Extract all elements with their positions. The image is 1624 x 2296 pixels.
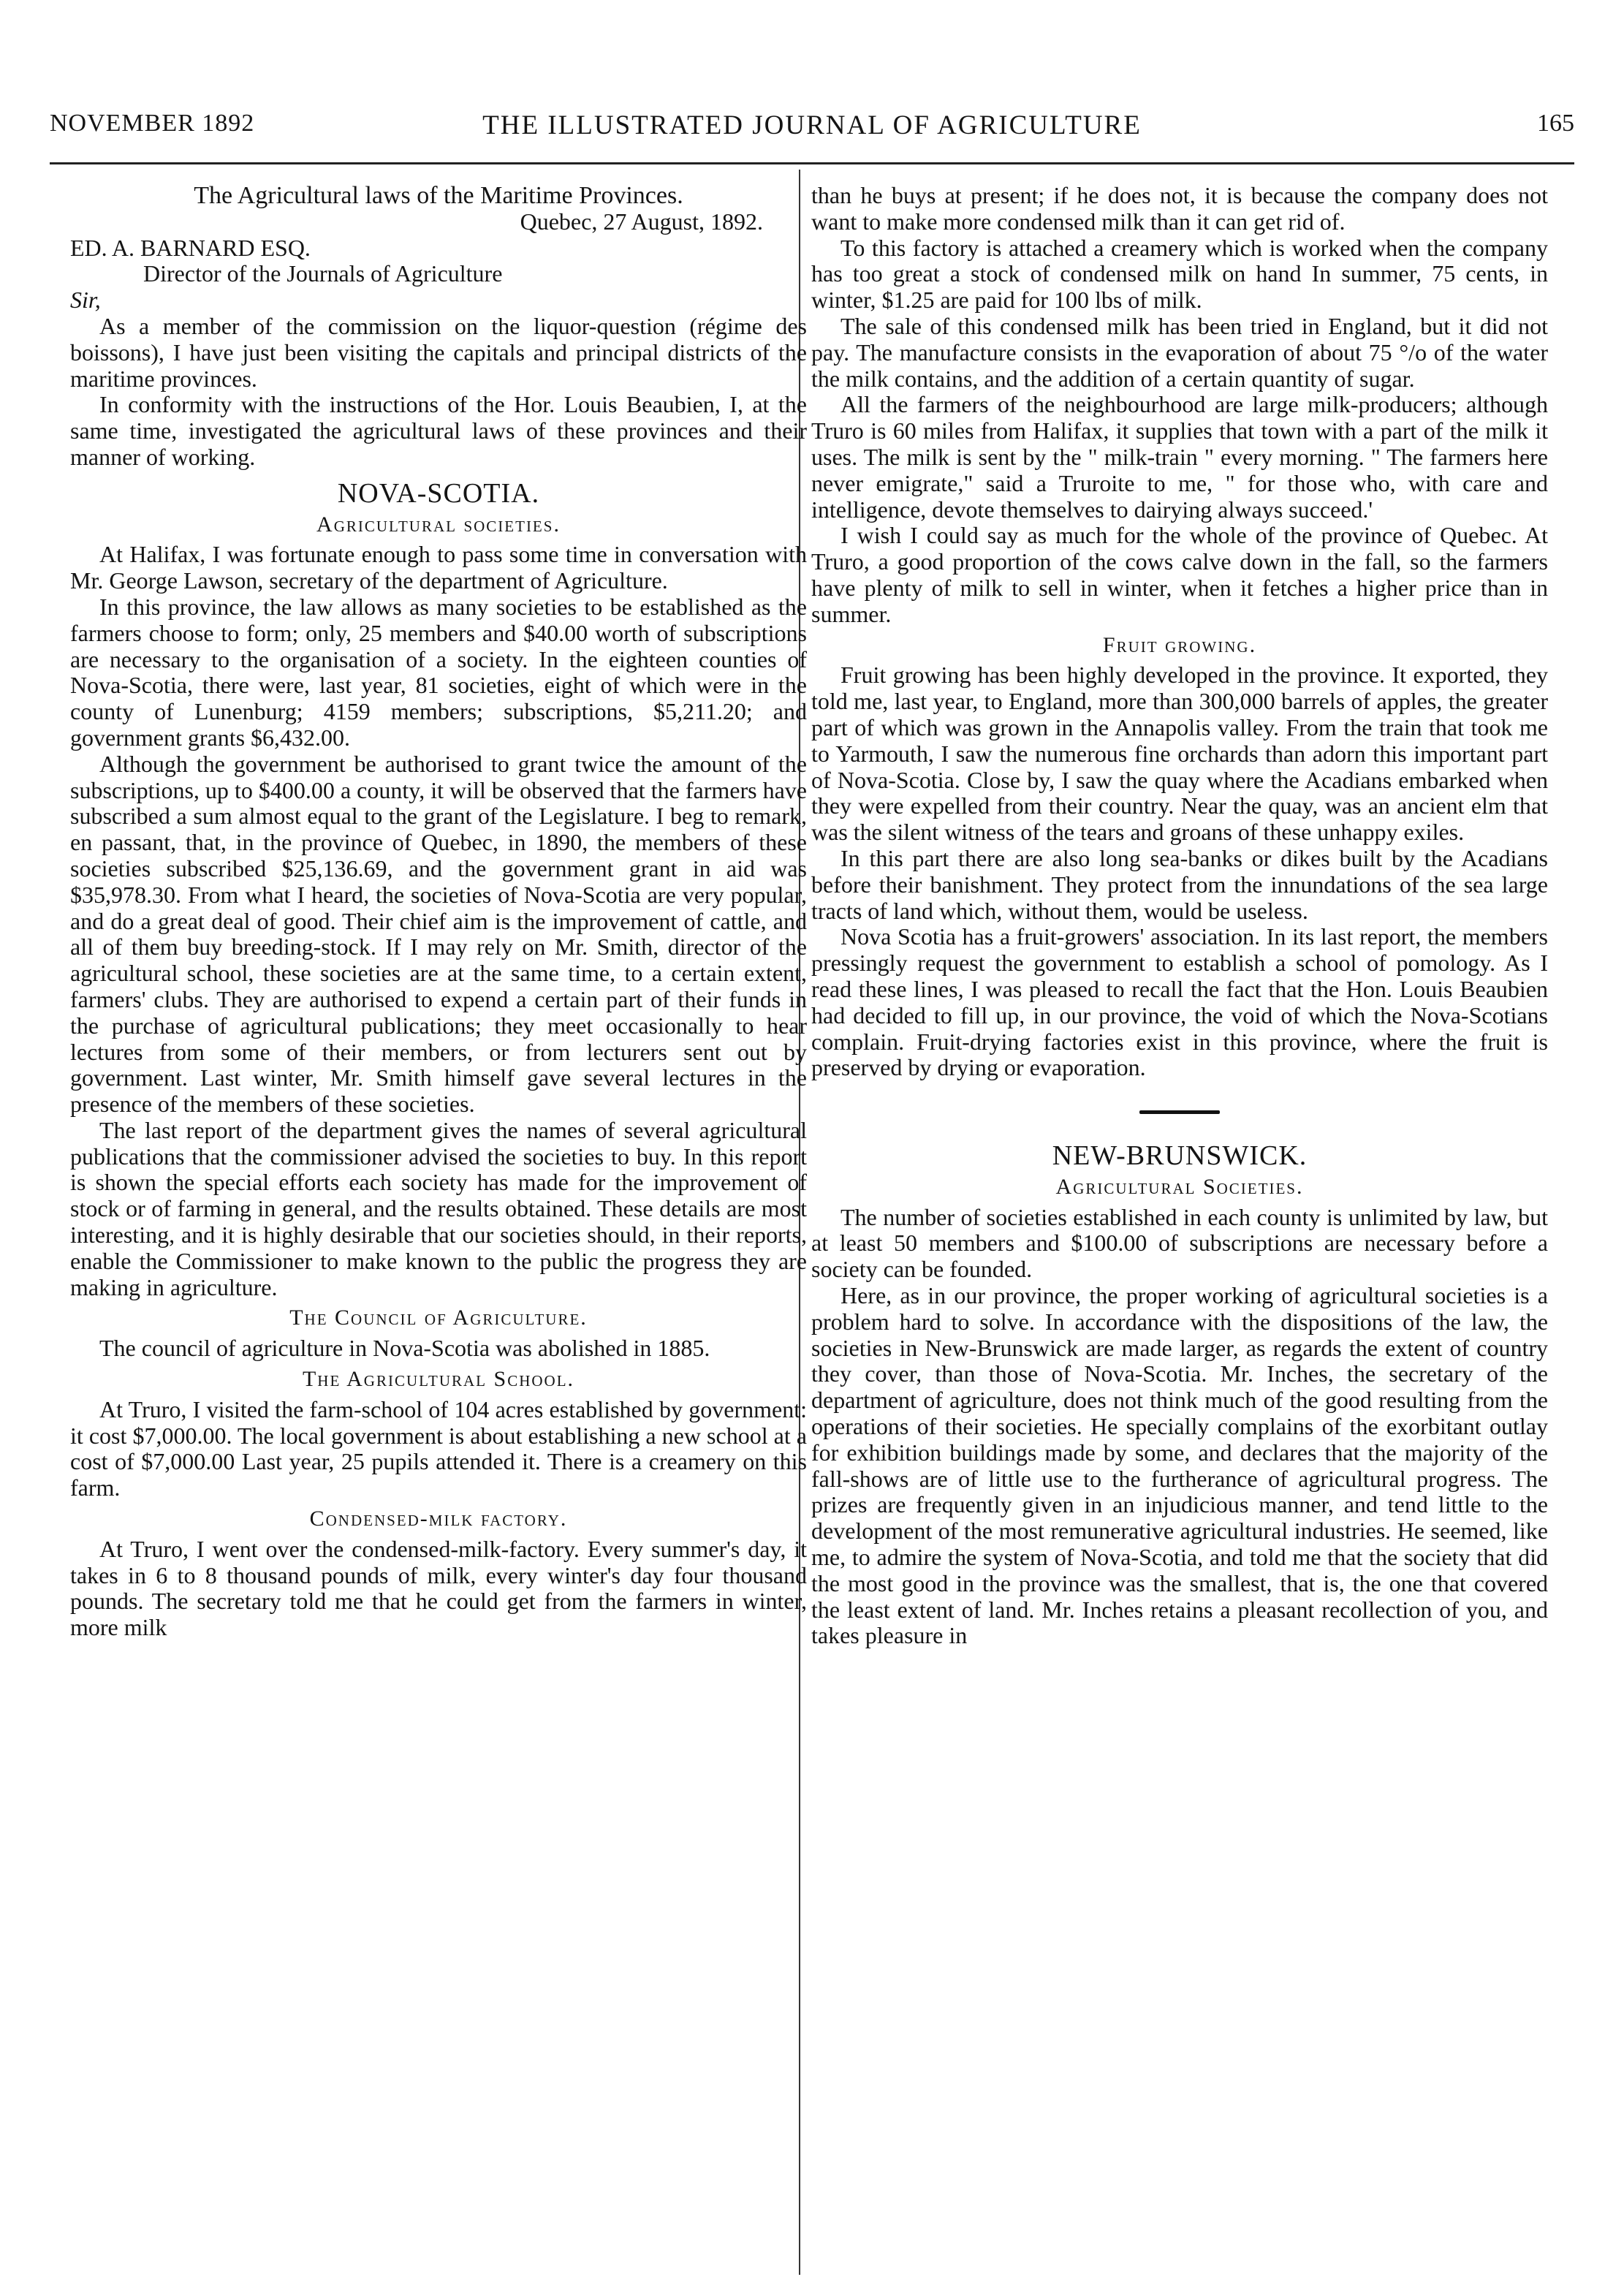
- paragraph: The council of agriculture in Nova-Scotia was abolished in 1885.: [99, 1335, 710, 1362]
- section-separator: [1139, 1110, 1220, 1114]
- section-heading-new-brunswick: NEW-BRUNSWICK.: [1052, 1140, 1308, 1172]
- addressee-role: Director of the Journals of Agriculture: [143, 260, 503, 287]
- subheading-agricultural-societies: Agricultural Societies.: [1055, 1174, 1304, 1199]
- dateline: Quebec, 27 August, 1892.: [520, 208, 763, 235]
- subheading-school: The Agricultural School.: [302, 1367, 575, 1392]
- subheading-fruit-growing: Fruit growing.: [1102, 632, 1257, 657]
- paragraph: At Truro, I visited the farm-school of 104 acres established by government: it cost $7,000.00. The local government is about establishing a new school at a cost of $7,000.00 Last year, 25 pupils attended it. There is a creamery on this farm.: [70, 1395, 807, 1501]
- paragraph: In this province, the law allows as many societies to be established as the farmers choose to form; only, 25 members and $40.00 worth of subscriptions are necessary to the organisation of a society. In the eighteen counties of Nova-Scotia, there were, last year, 81 societies, eight of which were in the county of Lunenburg; 4159 members; subscriptions, $5,211.20; and government grants $6,432.00.: [70, 593, 807, 751]
- paragraph: The number of societies established in each county is unlimited by law, but at least 50 members and $100.00 of subscriptions are necessary before a society can be founded.: [811, 1203, 1548, 1283]
- paragraph: Here, as in our province, the proper working of agricultural societies is a problem hard to solve. In accordance with the dispositions of the law, the societies in New-Brunswick are made larger, as regards the extent of country they cover, than those of Nova-Scotia. Mr. Inches, the secretary of the department of agriculture, does not think much of the good resulting from the operations of their societies. He specially complains of the exorbitant outlay for exhibition buildings made by some, and declares that the majority of the fall-shows are of little use to the furtherance of agricultural progress. The prizes are frequently given in an injudicious manner, and tend little to the development of the most remunerative agricultural industries. He seemed, like me, to admire the system of Nova-Scotia, and told me that the society that did the most good in the province was the smallest, that is, the one that covered the least extent of land. Mr. Inches retains a pleasant recollection of you, and takes pleasure in: [811, 1282, 1548, 1649]
- paragraph: The sale of this condensed milk has been tried in England, but it did not pay. The manufacture consists in the evaporation of about 75 °/o of the water the milk contains, and the addition of a certain quantity of sugar.: [811, 312, 1548, 392]
- left-column: [70, 183, 807, 1641]
- paragraph: The last report of the department gives the names of several agricultural publications that the commissioner advised the societies to buy. In this report is shown the special efforts each society has made for the improvement of stock or of farming in general, and the results obtained. These details are most interesting, and it is highly desirable that our societies should, in their reports, enable the Commissioner to make known to the public the progress they are making in agriculture.: [70, 1116, 807, 1300]
- journal-title: THE ILLUSTRATED JOURNAL OF AGRICULTURE: [482, 110, 1142, 140]
- paragraph: Fruit growing has been highly developed in the province. It exported, they told me, last year, to England, more than 300,000 barrels of apples, the greater part of which was grown in the Annapolis valley. From the train that took me to Yarmouth, I saw the numerous fine orchards than adorn this important part of Nova-Scotia. Close by, I saw the quay where the Acadians embarked when they were expelled from their country. Near the quay, was an ancient elm that was the silent witness of the tears and groans of these unhappy exiles.: [811, 662, 1548, 846]
- paragraph: As a member of the commission on the liquor-question (régime des boissons), I have just been visiting the capitals and principal districts of the maritime provinces.: [70, 312, 807, 392]
- letter-title: The Agricultural laws of the Maritime Provinces.: [194, 182, 683, 209]
- paragraph-continued: than he buys at present; if he does not, it is because the company does not want to make more condensed milk than it can get rid of.: [811, 182, 1548, 235]
- paragraph: Although the government be authorised to grant twice the amount of the subscriptions, up to $400.00 a county, it will be observed that the farmers have subscribed a sum almost equal to the grant of the Legislature. I beg to remark, en passant, that, in the province of Quebec, in 1890, the members of these societies subscribed $25,136.69, and the government grant in aid was $35,978.30. From what I heard, the societies of Nova-Scotia are very popular, and do a great deal of good. Their chief aim is the improvement of cattle, and all of them buy breeding-stock. If I may rely on Mr. Smith, director of the agricultural school, these societies are at the same time, to a certain extent, farmers' clubs. They are authorised to expend a certain part of their funds in the purchase of agricultural publications; they meet occasionally to hear lectures from some of their members, or from lecturers sent out by government. Last winter, Mr. Smith himself gave several lectures in the presence of the members of these societies.: [70, 750, 807, 1118]
- issue-date: NOVEMBER 1892: [50, 110, 255, 137]
- subheading-condensed-milk: Condensed-milk factory.: [309, 1507, 568, 1531]
- page-number: 165: [1537, 110, 1574, 137]
- section-heading-nova-scotia: NOVA-SCOTIA.: [337, 477, 540, 509]
- header-rule: [50, 162, 1574, 164]
- right-column: [811, 183, 1548, 1649]
- subheading-agricultural-societies: Agricultural societies.: [316, 512, 561, 537]
- paragraph: In this part there are also long sea-banks or dikes built by the Acadians before their banishment. They protect from the innundations of the sea large tracts of land which, without them, would be useless.: [811, 844, 1548, 924]
- paragraph: To this factory is attached a creamery which is worked when the company has too great a stock of condensed milk on hand In summer, 75 cents, in winter, $1.25 are paid for 100 lbs of milk.: [811, 234, 1548, 314]
- paragraph: All the farmers of the neighbourhood are large milk-producers; although Truro is 60 miles from Halifax, it supplies that town with a part of the milk it uses. The milk is sent by the " milk-train " every morning. " The farmers here never emigrate," said a Truroite to me, " for those who, with care and intelligence, devote themselves to dairying always succeed.': [811, 391, 1548, 523]
- paragraph: In conformity with the instructions of the Hor. Louis Beaubien, I, at the same time, investigated the agricultural laws of these provinces and their manner of working.: [70, 391, 807, 470]
- subheading-council: The Council of Agriculture.: [289, 1306, 588, 1330]
- salutation: Sir,: [70, 287, 101, 314]
- paragraph: At Halifax, I was fortunate enough to pass some time in conversation with Mr. George Lawson, secretary of the department of Agriculture.: [70, 541, 807, 594]
- page-header: [50, 110, 1574, 154]
- paragraph: I wish I could say as much for the whole of the province of Quebec. At Truro, a good proportion of the cows calve down in the fall, so the farmers have plenty of milk to sell in winter, when it fetches a higher price than in summer.: [811, 522, 1548, 627]
- addressee: ED. A. BARNARD ESQ.: [70, 234, 311, 261]
- paragraph: At Truro, I went over the condensed-milk-factory. Every summer's day, it takes in 6 to 8 thousand pounds of milk, every winter's day four thousand pounds. The secretary told me that he could get from the farmers in winter, more milk: [70, 1535, 807, 1641]
- paragraph: Nova Scotia has a fruit-growers' association. In its last report, the members pressingly request the government to establish a school of pomology. As I read these lines, I was pleased to recall the fact that the Hon. Louis Beaubien had decided to fill up, in our province, the void of which the Nova-Scotians complain. Fruit-drying factories exist in this province, where the fruit is preserved by drying or evaporation.: [811, 923, 1548, 1081]
